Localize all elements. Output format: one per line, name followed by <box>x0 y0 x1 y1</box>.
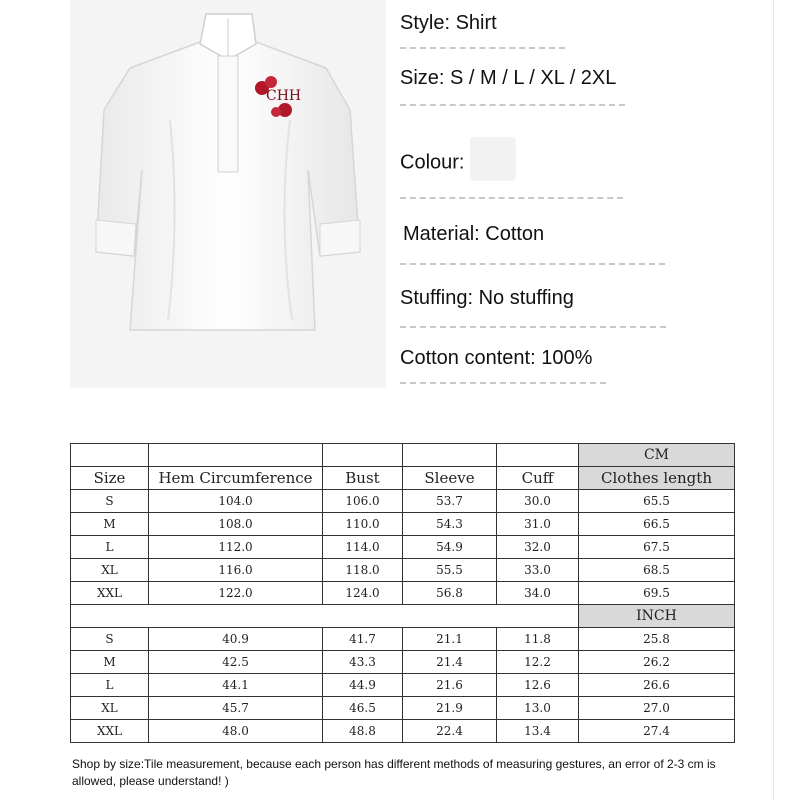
table-cell: 30.0 <box>497 490 579 513</box>
table-cell: 122.0 <box>149 582 323 605</box>
table-row <box>71 651 735 674</box>
table-cell: 55.5 <box>403 559 497 582</box>
table-cell: 53.7 <box>403 490 497 513</box>
table-cell: 48.8 <box>323 720 403 743</box>
table-cell: 65.5 <box>579 490 735 513</box>
unit-label-inch: INCH <box>579 605 735 628</box>
table-row <box>71 674 735 697</box>
divider <box>400 263 665 265</box>
table-cell: 22.4 <box>403 720 497 743</box>
table-cell: 104.0 <box>149 490 323 513</box>
logo-text: CHH <box>266 88 302 104</box>
table-row <box>71 559 735 582</box>
table-cell: 108.0 <box>149 513 323 536</box>
page-right-border <box>773 0 774 800</box>
divider <box>400 47 565 49</box>
header-size: Size <box>71 467 149 490</box>
table-cell: 34.0 <box>497 582 579 605</box>
inch-rows <box>71 628 735 743</box>
table-cell: 56.8 <box>403 582 497 605</box>
table-cell: 13.0 <box>497 697 579 720</box>
table-cell: M <box>71 651 149 674</box>
spec-colour-label: Colour: <box>400 151 465 174</box>
size-table <box>70 443 735 743</box>
table-cell: 110.0 <box>323 513 403 536</box>
table-cell: 41.7 <box>323 628 403 651</box>
table-cell: 26.6 <box>579 674 735 697</box>
table-cell: 66.5 <box>579 513 735 536</box>
table-cell: 43.3 <box>323 651 403 674</box>
table-cell: 26.2 <box>579 651 735 674</box>
table-cell: 21.1 <box>403 628 497 651</box>
colour-swatch[interactable] <box>470 137 516 181</box>
table-cell: S <box>71 628 149 651</box>
header-sleeve: Sleeve <box>403 467 497 490</box>
table-cell: 12.2 <box>497 651 579 674</box>
header-bust: Bust <box>323 467 403 490</box>
spec-size: Size: S / M / L / XL / 2XL <box>400 67 617 89</box>
table-cell: 13.4 <box>497 720 579 743</box>
table-cell: S <box>71 490 149 513</box>
table-cell: 106.0 <box>323 490 403 513</box>
table-cell: 46.5 <box>323 697 403 720</box>
spec-material: Material: Cotton <box>403 223 545 245</box>
divider <box>400 104 625 106</box>
table-cell: 21.4 <box>403 651 497 674</box>
table-cell: 11.8 <box>497 628 579 651</box>
table-cell: M <box>71 513 149 536</box>
header-hem: Hem Circumference <box>149 467 323 490</box>
table-cell: 44.9 <box>323 674 403 697</box>
unit-row-cm <box>71 444 735 467</box>
divider <box>400 382 606 384</box>
shirt-illustration <box>70 0 386 388</box>
table-cell: 12.6 <box>497 674 579 697</box>
divider <box>400 197 623 199</box>
measurement-note: Shop by size:Tile measurement, because each person has different methods of measuring gestures, an error of 2-3 cm is allowed, please understand! ) <box>72 757 716 788</box>
table-cell: XXL <box>71 582 149 605</box>
table-cell: 42.5 <box>149 651 323 674</box>
table-row <box>71 490 735 513</box>
table-row <box>71 697 735 720</box>
header-cuff: Cuff <box>497 467 579 490</box>
table-cell: 44.1 <box>149 674 323 697</box>
table-cell: 32.0 <box>497 536 579 559</box>
table-cell: XL <box>71 559 149 582</box>
table-cell: 112.0 <box>149 536 323 559</box>
table-cell: 21.6 <box>403 674 497 697</box>
table-cell: 118.0 <box>323 559 403 582</box>
table-cell: 48.0 <box>149 720 323 743</box>
table-cell: 54.3 <box>403 513 497 536</box>
table-cell: 33.0 <box>497 559 579 582</box>
table-cell: 67.5 <box>579 536 735 559</box>
product-photo <box>70 0 386 388</box>
table-cell: 54.9 <box>403 536 497 559</box>
table-row <box>71 628 735 651</box>
table-row <box>71 536 735 559</box>
table-cell: 27.4 <box>579 720 735 743</box>
spec-stuffing: Stuffing: No stuffing <box>400 287 574 309</box>
table-cell: 68.5 <box>579 559 735 582</box>
header-row <box>71 467 735 490</box>
divider <box>400 326 666 328</box>
table-cell: 116.0 <box>149 559 323 582</box>
header-length: Clothes length <box>579 467 735 490</box>
table-cell: 45.7 <box>149 697 323 720</box>
unit-row-inch <box>71 605 735 628</box>
table-cell: 124.0 <box>323 582 403 605</box>
spec-cotton-content: Cotton content: 100% <box>400 347 593 369</box>
unit-label-cm: CM <box>579 444 735 467</box>
table-cell: 69.5 <box>579 582 735 605</box>
table-cell: 114.0 <box>323 536 403 559</box>
table-row <box>71 582 735 605</box>
table-cell: XXL <box>71 720 149 743</box>
table-cell: 40.9 <box>149 628 323 651</box>
table-cell: 27.0 <box>579 697 735 720</box>
cm-rows <box>71 490 735 605</box>
spec-colour <box>400 141 516 185</box>
table-cell: 31.0 <box>497 513 579 536</box>
table-row <box>71 720 735 743</box>
table-cell: XL <box>71 697 149 720</box>
spec-style: Style: Shirt <box>400 12 497 34</box>
table-cell: 25.8 <box>579 628 735 651</box>
table-cell: L <box>71 674 149 697</box>
table-cell: 21.9 <box>403 697 497 720</box>
table-cell: L <box>71 536 149 559</box>
table-row <box>71 513 735 536</box>
